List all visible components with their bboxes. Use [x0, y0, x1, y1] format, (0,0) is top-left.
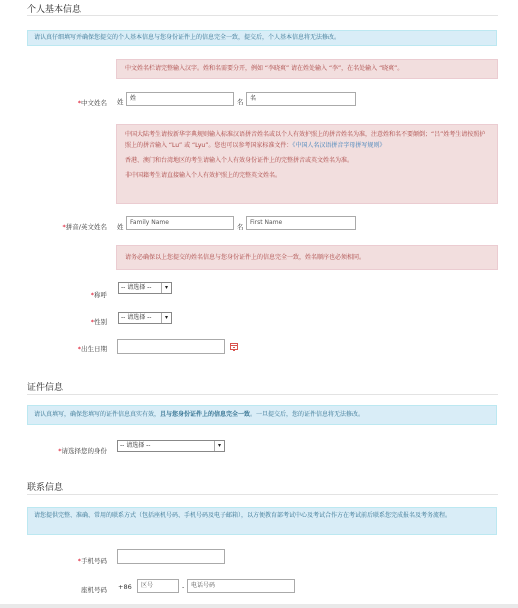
basic-info-notice: 请认真仔细填写并确保您提交的个人基本信息与您身份证件上的信息完全一致，提交后，个人基本信息将无法修改。	[27, 30, 497, 46]
chevron-down-icon: ▾	[161, 313, 171, 323]
pinyin-name-label: *拼音/英文姓名	[62, 223, 107, 231]
area-code-input[interactable]: 区号	[137, 579, 179, 593]
landline-label: 座机号码	[81, 586, 107, 594]
calendar-icon[interactable]	[230, 343, 238, 350]
gender-label: *性别	[90, 318, 107, 326]
chevron-down-icon: ▾	[214, 441, 224, 451]
first-name-prefix: 名	[237, 223, 244, 231]
bottom-scroll-edge	[0, 604, 518, 608]
title-select[interactable]: -- 请选择 -- ▾	[118, 282, 172, 294]
chinese-name-label: *中文姓名	[77, 99, 107, 107]
mobile-input[interactable]	[117, 549, 225, 564]
pinyin-standard-link[interactable]: 《中国人名汉语拼音字母拼写规则》	[292, 142, 386, 149]
title-label: *称呼	[90, 291, 107, 299]
identity-type-select[interactable]: -- 请选择 -- ▾	[117, 440, 225, 452]
first-name-input[interactable]: First Name	[246, 216, 356, 230]
phone-dash: -	[182, 583, 185, 591]
chinese-name-hint: 中文姓名栏请完整输入汉字。姓和名需要分开，例如 “李晓爽” 请在姓处输入 “李”，在名处输入 “晓爽”。	[116, 59, 498, 79]
family-name-prefix: 姓	[117, 223, 124, 231]
section-title-id: 证件信息	[27, 383, 64, 393]
chevron-down-icon: ▾	[161, 283, 171, 293]
section-title-basic: 个人基本信息	[27, 5, 82, 15]
birth-date-label: *出生日期	[77, 345, 107, 353]
divider	[27, 15, 498, 16]
divider	[27, 394, 498, 395]
country-code: +86	[118, 583, 132, 591]
mobile-label: *手机号码	[77, 557, 107, 565]
given-name-input[interactable]: 名	[246, 92, 356, 106]
divider	[27, 494, 498, 495]
family-name-input[interactable]: Family Name	[126, 216, 234, 230]
name-consistency-hint: 请务必确保以上您提交的姓名信息与您身份证件上的信息完全一致，姓名顺序也必须相同。	[116, 245, 498, 270]
contact-info-notice: 请您提供完整、准确、常用的联系方式（包括座机号码、手机号码及电子邮箱），以方便教育部考试中心及考试合作方在考试前后联系您完成报名及考务流程。	[27, 507, 497, 535]
pinyin-name-hint: 中国大陆考生请按新华字典规则输入标准汉语拼音姓名或以个人有效护照上的拼音姓名为准，注意姓和名不要颠倒；“吕”姓考生请按照护照上的拼音输入 “Lu” 或 “Lyu”。您也可以参考国家标准文件：《中国人名汉语拼音字母拼写规则》 香港、澳门和台湾地区的考生请输入个人有效身份证件上的完整拼音或英文姓名为准。 非中国籍考生请直接输入个人有效护照上的完整英文姓名。	[116, 124, 498, 204]
gender-select[interactable]: -- 请选择 -- ▾	[118, 312, 172, 324]
birth-date-input[interactable]	[117, 339, 225, 354]
given-name-prefix: 名	[237, 98, 244, 106]
phone-number-input[interactable]: 电话号码	[187, 579, 295, 593]
surname-prefix: 姓	[117, 98, 124, 106]
id-info-notice: 请认真填写，确保您填写的证件信息真实有效，且与您身份证件上的信息完全一致。一旦提交后，您的证件信息将无法修改。	[27, 405, 497, 425]
surname-input[interactable]: 姓	[126, 92, 234, 106]
identity-type-label: *请选择您的身份	[58, 447, 107, 455]
section-title-contact: 联系信息	[27, 483, 64, 493]
